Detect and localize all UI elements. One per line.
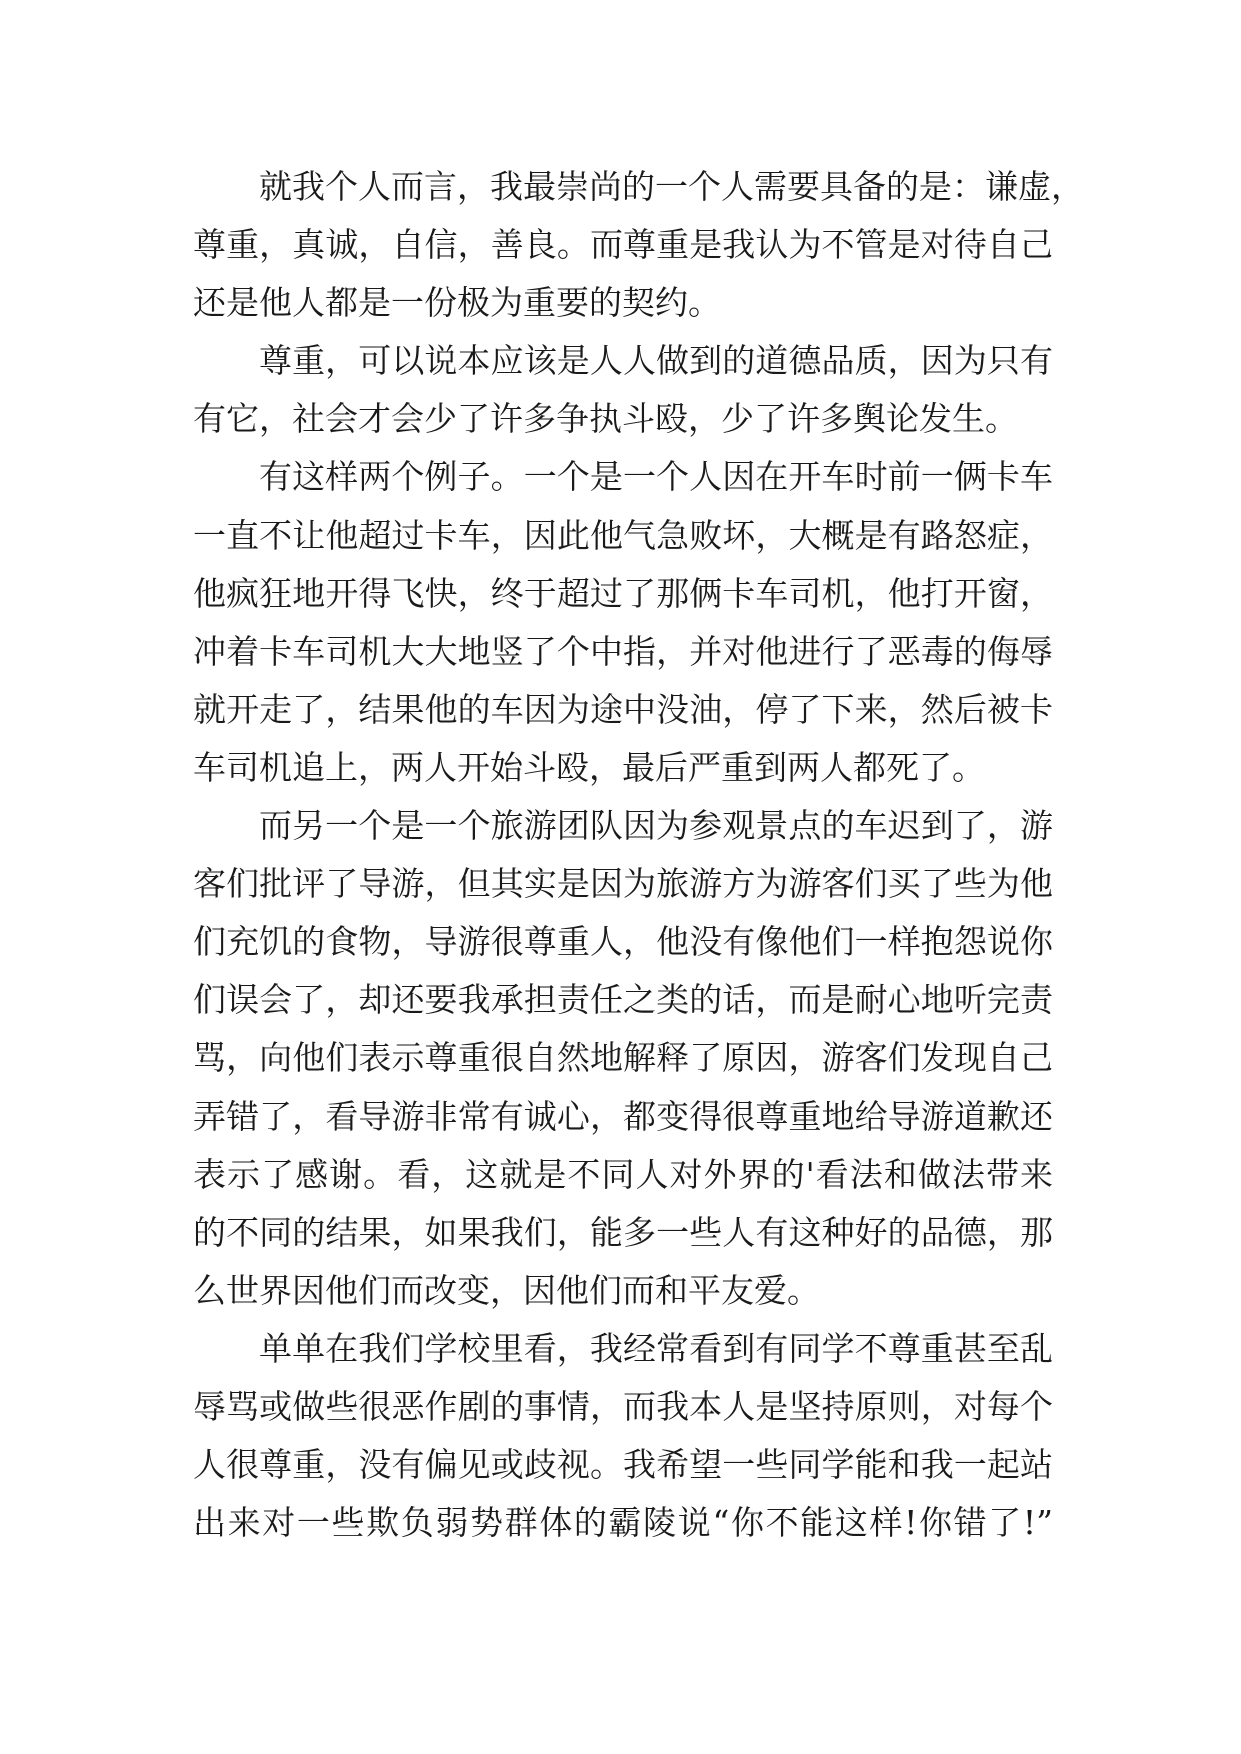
paragraph (193, 158, 1084, 332)
text-line: 辱骂或做些很恶作剧的事情，而我本人是坚持原则，对每个 (193, 1386, 1053, 1426)
document-body (193, 158, 1084, 1552)
text-line: 冲着卡车司机大大地竖了个中指，并对他进行了恶毒的侮辱 (193, 631, 1053, 671)
text-line: 车司机追上，两人开始斗殴，最后严重到两人都死了。 (193, 747, 985, 787)
text-line: 们误会了，却还要我承担责任之类的话，而是耐心地听完责 (193, 980, 1053, 1020)
text-line: 人很尊重，没有偏见或歧视。我希望一些同学能和我一起站 (193, 1445, 1053, 1485)
text-line: 他疯狂地开得飞快，终于超过了那俩卡车司机，他打开窗， (193, 573, 1053, 613)
text-line: 骂，向他们表示尊重很自然地解释了原因，游客们发现自己 (193, 1038, 1053, 1078)
text-line: 还是他人都是一份极为重要的契约。 (193, 283, 721, 323)
text-line: 表示了感谢。看，这就是不同人对外界的'看法和做法带来 (193, 1154, 1053, 1194)
text-line: 有它，社会才会少了许多争执斗殴，少了许多舆论发生。 (193, 399, 1018, 439)
text-line: 而另一个是一个旅游团队因为参观景点的车迟到了，游 (259, 806, 1053, 846)
text-line: 们充饥的食物，导游很尊重人，他没有像他们一样抱怨说你 (193, 922, 1053, 962)
text-line: 出来对一些欺负弱势群体的霸陵说“你不能这样!你错了!” (193, 1503, 1053, 1543)
text-line: 单单在我们学校里看，我经常看到有同学不尊重甚至乱 (259, 1328, 1053, 1368)
paragraph (193, 1320, 1053, 1552)
text-line: 就我个人而言，我最崇尚的一个人需要具备的是：谦虚， (259, 167, 1084, 206)
text-line: 尊重，真诚，自信，善良。而尊重是我认为不管是对待自己 (193, 225, 1053, 265)
paragraph (193, 448, 1053, 797)
text-line: 一直不让他超过卡车，因此他气急败坏，大概是有路怒症， (193, 515, 1053, 555)
text-line: 尊重，可以说本应该是人人做到的道德品质，因为只有 (259, 341, 1053, 381)
paragraph (193, 797, 1053, 1320)
text-line: 弄错了，看导游非常有诚心，都变得很尊重地给导游道歉还 (193, 1096, 1053, 1136)
text-line: 就开走了，结果他的车因为途中没油，停了下来，然后被卡 (193, 689, 1053, 729)
paragraph (193, 332, 1053, 448)
text-line: 么世界因他们而改变，因他们而和平友爱。 (193, 1270, 820, 1310)
text-line: 有这样两个例子。一个是一个人因在开车时前一俩卡车 (259, 457, 1053, 497)
text-line: 客们批评了导游，但其实是因为旅游方为游客们买了些为他 (193, 864, 1053, 904)
text-line: 的不同的结果，如果我们，能多一些人有这种好的品德，那 (193, 1212, 1053, 1252)
